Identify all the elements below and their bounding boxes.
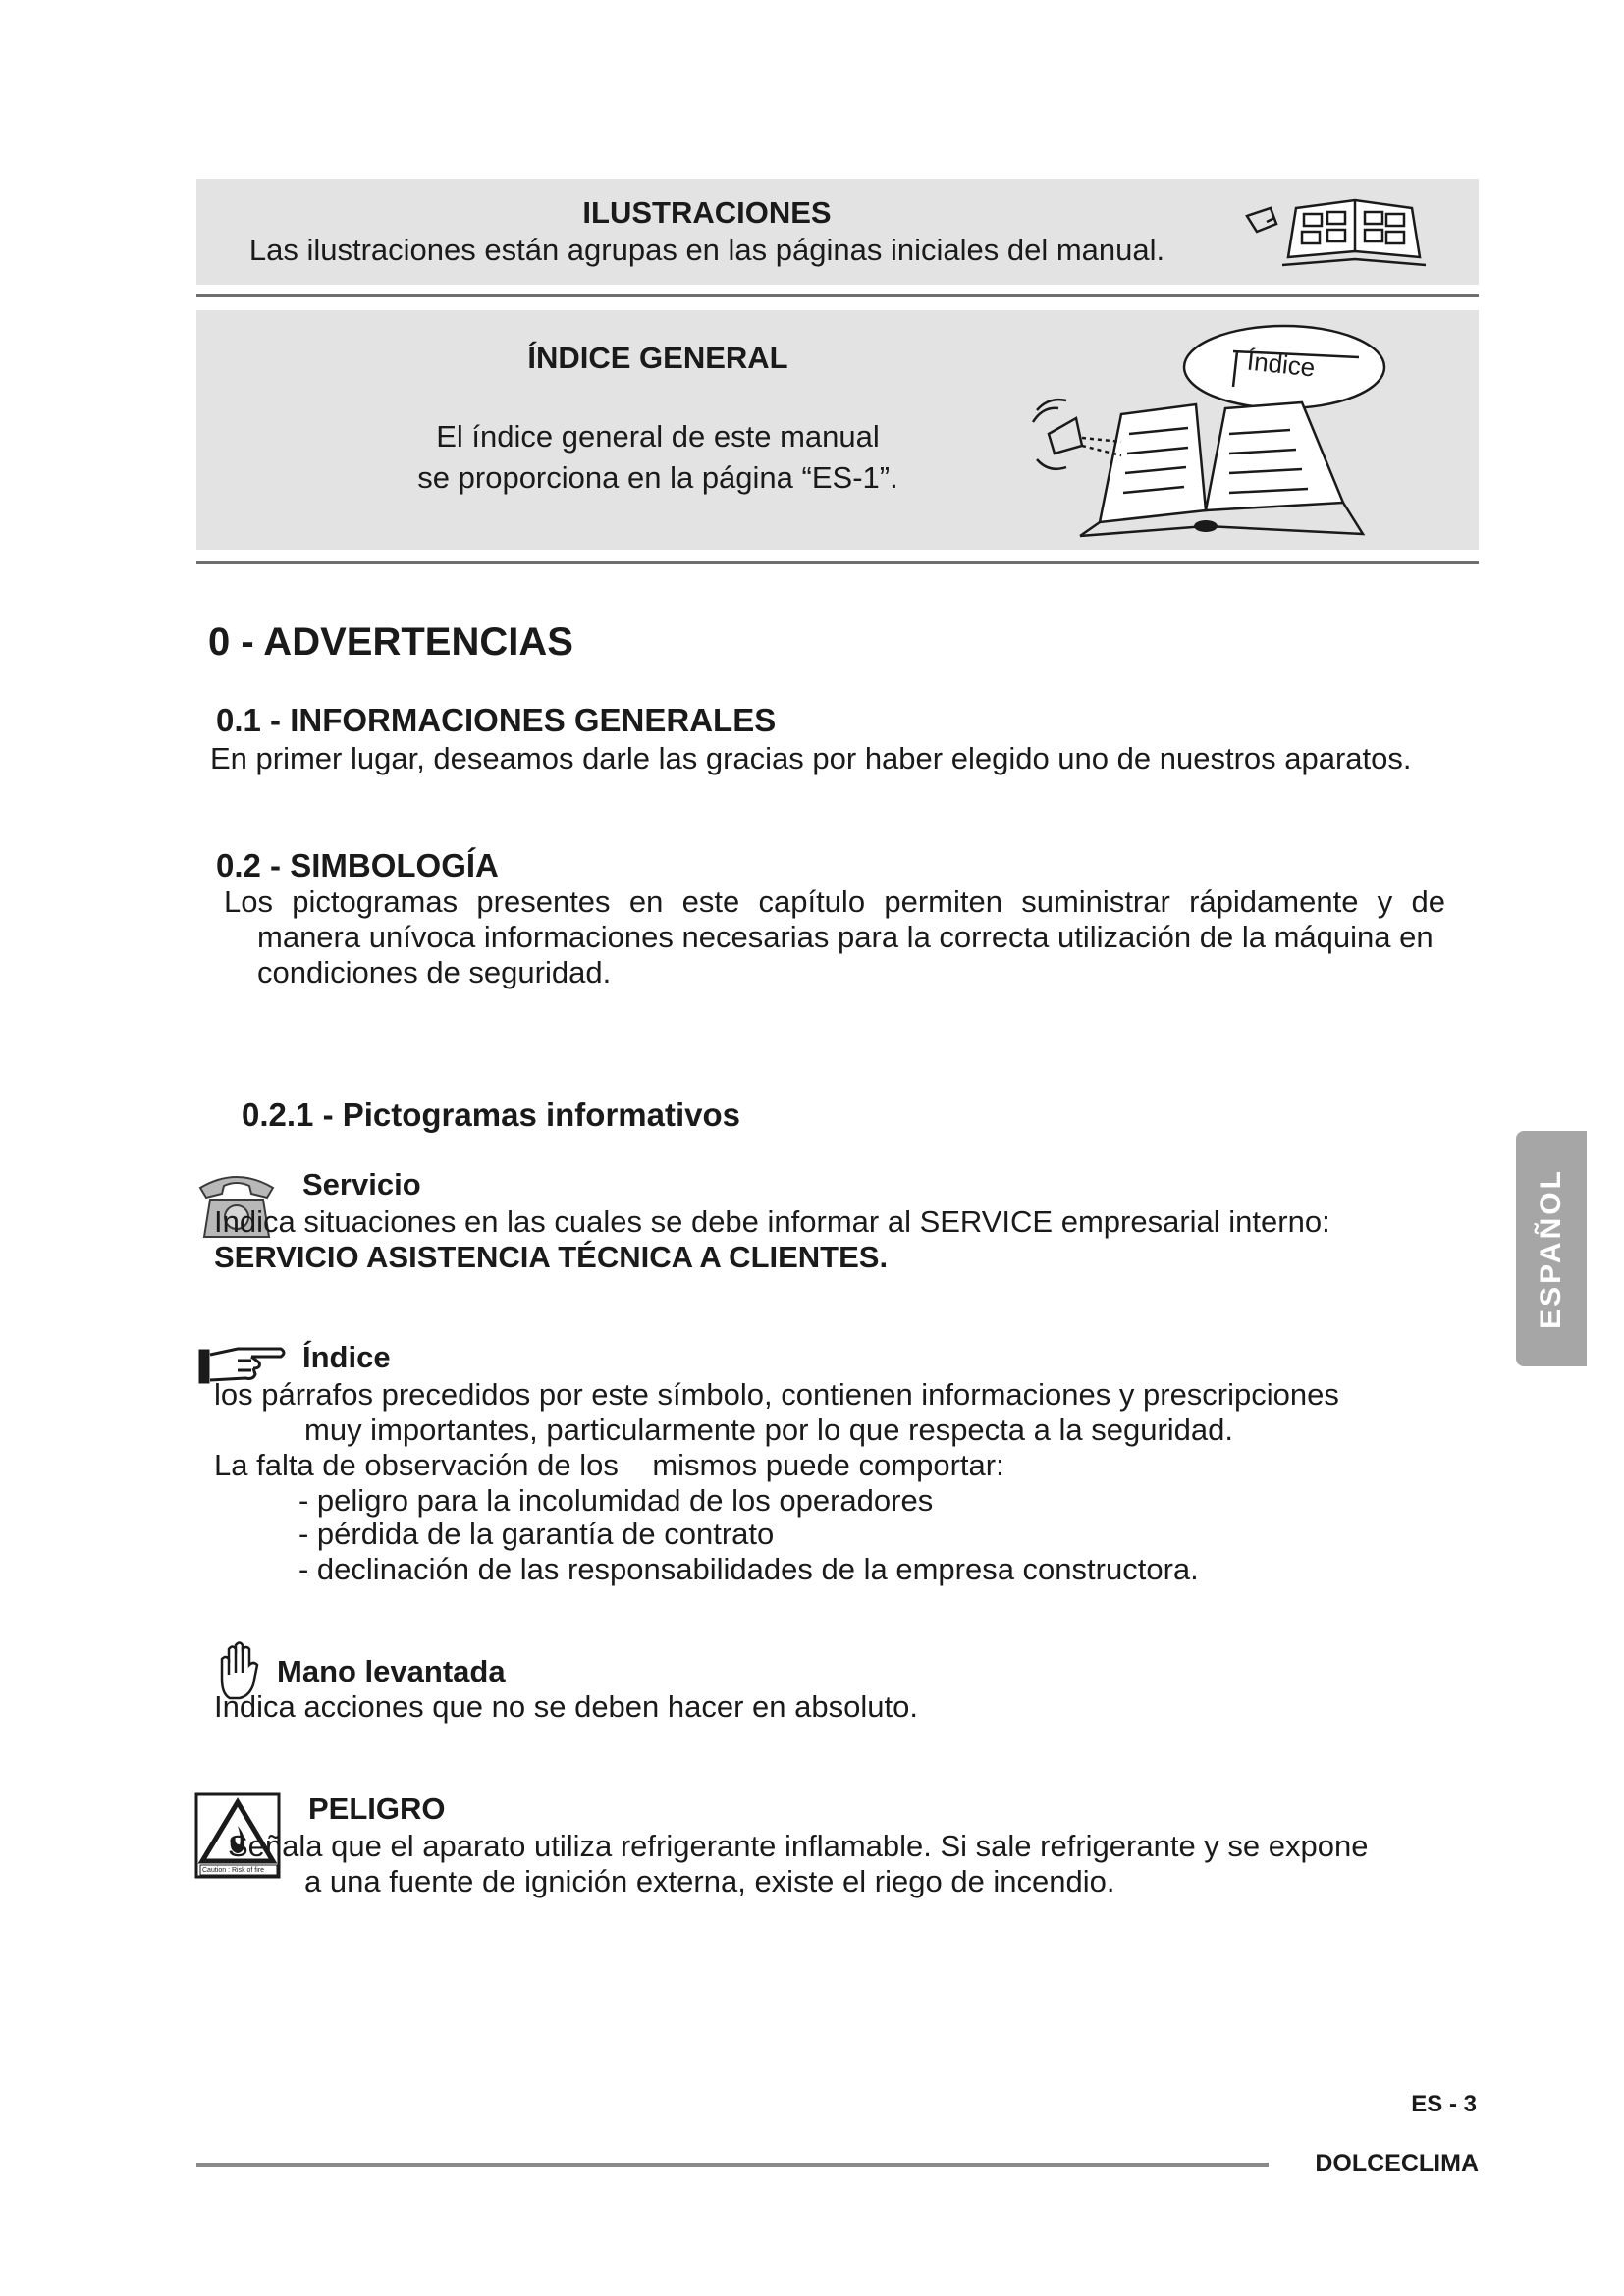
subsection-title: 0.1 - INFORMACIONES GENERALES — [216, 702, 777, 738]
open-book-eye-icon — [1237, 187, 1473, 281]
indice-line3: La falta de observación de los mismos puede comportar: — [214, 1448, 1004, 1482]
paragraph: En primer lugar, deseamos darle las gracias por haber elegido uno de nuestros aparatos. — [210, 741, 1412, 775]
general-index-line2: se proporciona en la página “ES-1”. — [417, 460, 898, 495]
general-index-box — [196, 310, 1479, 550]
page-number: ES - 3 — [1411, 2091, 1477, 2117]
subsubsection-title: 0.2.1 - Pictogramas informativos — [242, 1096, 741, 1133]
indice-line1: los párrafos precedidos por este símbolo, contienen informaciones y prescripciones — [214, 1377, 1339, 1412]
index-badge: Índice — [1245, 346, 1317, 383]
divider — [196, 561, 1479, 564]
fire-warning-caption: Caution : Risk of fire — [202, 1867, 265, 1874]
index-book-eye-icon — [1019, 316, 1432, 542]
list-item: - declinación de las responsabilidades de la empresa constructora. — [298, 1552, 1199, 1586]
servicio-line2: SERVICIO ASISTENCIA TÉCNICA A CLIENTES. — [214, 1240, 889, 1274]
indice-line2: muy importantes, particularmente por lo que respecta a la seguridad. — [304, 1413, 1233, 1447]
mano-title: Mano levantada — [277, 1654, 506, 1688]
divider — [196, 294, 1479, 297]
mano-text: Indica acciones que no se deben hacer en absoluto. — [214, 1689, 918, 1724]
illustrations-title: ILUSTRACIONES — [582, 195, 832, 230]
paragraph-line: manera unívoca informaciones necesarias para la correcta utilización de la máquina en — [257, 920, 1434, 954]
list-item: - pérdida de la garantía de contrato — [298, 1517, 775, 1551]
list-item: - peligro para la incolumidad de los operadores — [298, 1483, 934, 1518]
peligro-title: PELIGRO — [308, 1791, 446, 1826]
language-tab-label: ESPAÑOL — [1535, 1168, 1567, 1329]
general-index-title: ÍNDICE GENERAL — [527, 341, 788, 375]
peligro-line2: a una fuente de ignición externa, existe el riego de incendio. — [304, 1864, 1115, 1898]
illustrations-text: Las ilustraciones están agrupas en las páginas iniciales del manual. — [248, 233, 1165, 267]
servicio-title: Servicio — [302, 1167, 421, 1201]
section-title: 0 - ADVERTENCIAS — [208, 620, 573, 664]
language-tab — [1516, 1131, 1587, 1366]
paragraph-line: Los pictogramas presentes en este capítulo permiten suministrar rápidamente y de — [224, 884, 1445, 919]
footer-brand: DOLCECLIMA — [1315, 2150, 1479, 2177]
subsection-title: 0.2 - SIMBOLOGÍA — [216, 847, 499, 883]
illustrations-box — [196, 179, 1479, 285]
peligro-line1: Señala que el aparato utiliza refrigerante inflamable. Si sale refrigerante y se expone — [228, 1829, 1369, 1863]
servicio-line1: Indica situaciones en las cuales se debe informar al SERVICE empresarial interno: — [214, 1204, 1330, 1239]
footer-rule — [196, 2163, 1269, 2167]
paragraph-line: condiciones de seguridad. — [257, 955, 612, 989]
indice-title: Índice — [302, 1340, 391, 1374]
general-index-line1: El índice general de este manual — [436, 419, 880, 454]
